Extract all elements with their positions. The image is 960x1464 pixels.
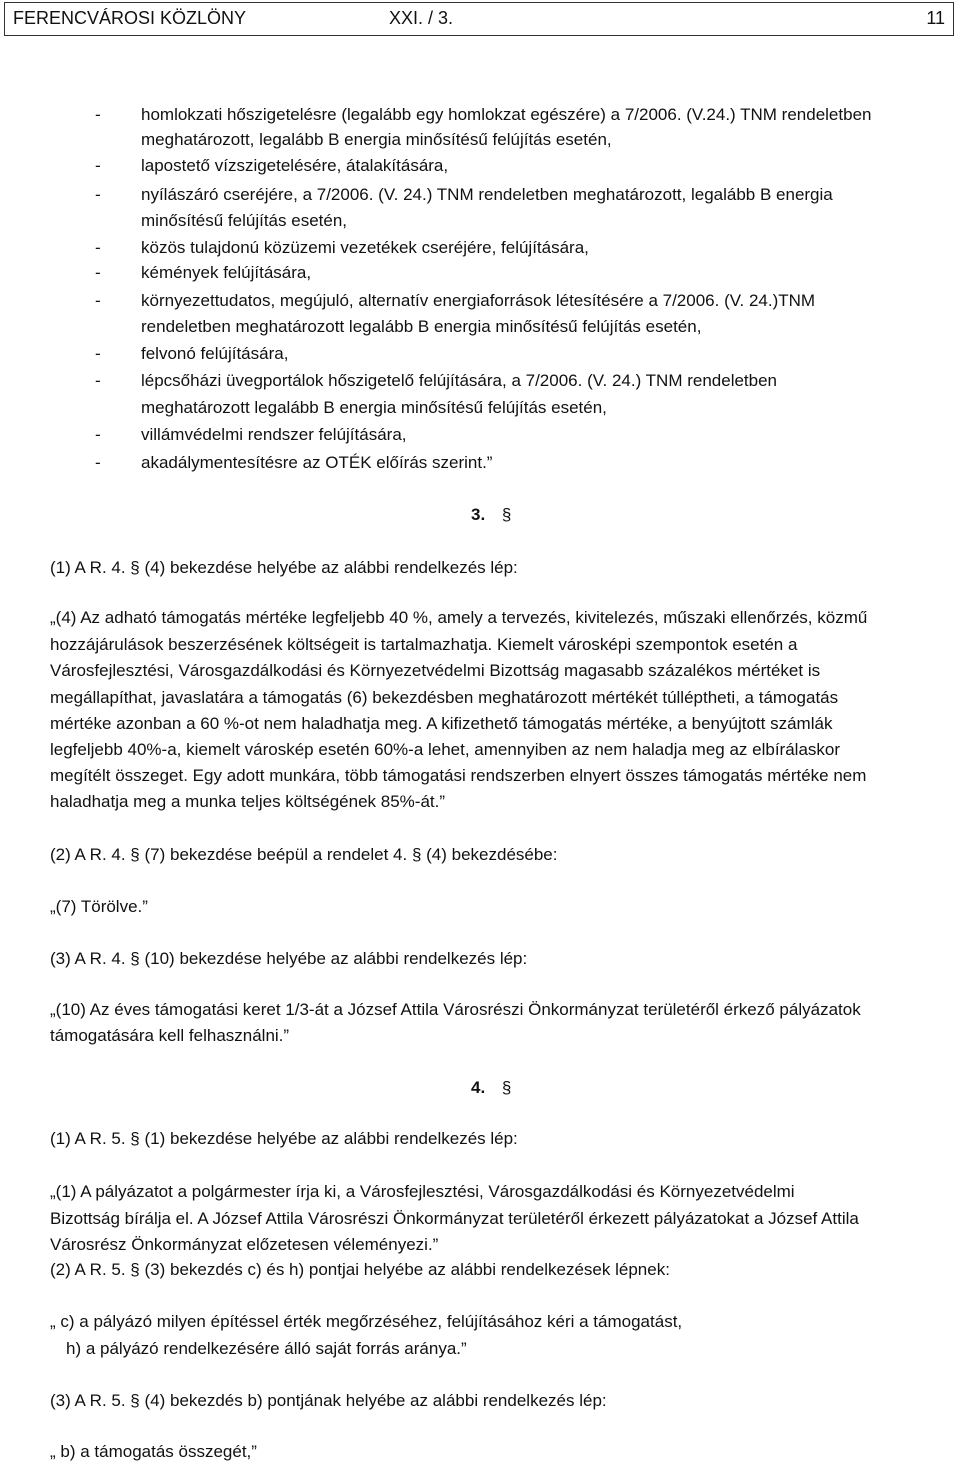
quote-line: Városfejlesztési, Városgazdálkodási és Környezetvédelmi Bizottság magasabb százalékos mértéket is — [50, 661, 821, 680]
list-item: rendeletben meghatározott legalább B energia minősítésű felújítás esetén, — [141, 317, 702, 336]
list-item: lapostető vízszigetelésére, átalakítására, — [141, 156, 449, 175]
list-dash: - — [95, 105, 101, 124]
quote-line: h) a pályázó rendelkezésére álló saját forrás aránya.” — [66, 1339, 467, 1358]
list-item: meghatározott legalább B energia minősítésű felújítás esetén, — [141, 398, 607, 417]
quote-line: „ c) a pályázó milyen építéssel érték megőrzéséhez, felújításához kéri a támogatást, — [50, 1312, 683, 1331]
quote-line: hozzájárulások beszerzésének költségeit is tartalmazhatja. Kiemelt városképi szempontok esetén a — [50, 635, 798, 654]
paragraph: (1) A R. 5. § (1) bekezdése helyébe az alábbi rendelkezés lép: — [50, 1129, 518, 1148]
list-dash: - — [95, 344, 101, 363]
list-item: villámvédelmi rendszer felújítására, — [141, 425, 407, 444]
issue-number: XXI. / 3. — [389, 8, 454, 28]
quote-line: „(4) Az adható támogatás mértéke legfeljebb 40 %, amely a tervezés, kivitelezés, műszaki ellenőrzés, közmű — [50, 608, 868, 627]
list-dash: - — [95, 453, 101, 472]
section-heading-4 — [471, 1076, 511, 1100]
quote-line: megállapíthat, javaslatára a támogatás (6) bekezdésben meghatározott mértékét túlléptheti, a támogatás — [50, 688, 839, 707]
list-dash: - — [95, 238, 101, 257]
quote-line: „(1) A pályázatot a polgármester írja ki, a Városfejlesztési, Városgazdálkodási és Környezetvédelmi — [50, 1182, 795, 1201]
section-number: 3. — [471, 505, 486, 524]
paragraph: (1) A R. 4. § (4) bekezdése helyébe az alábbi rendelkezés lép: — [50, 558, 518, 577]
paragraph: (3) A R. 5. § (4) bekezdés b) pontjának helyébe az alábbi rendelkezés lép: — [50, 1391, 607, 1410]
section-number: 4. — [471, 1078, 486, 1097]
list-item: közös tulajdonú közüzemi vezetékek cseréjére, felújítására, — [141, 238, 589, 257]
quote-line: „ b) a támogatás összegét,” — [50, 1442, 257, 1461]
list-dash: - — [95, 156, 101, 175]
publication-title: FERENCVÁROSI KÖZLÖNY — [13, 8, 247, 28]
quote-line: Bizottság bírálja el. A József Attila Városrészi Önkormányzat területéről érkezett pályázatokat a József Attila — [50, 1209, 859, 1228]
list-dash: - — [95, 425, 101, 444]
paragraph-sign: § — [501, 1078, 512, 1097]
list-item: felvonó felújítására, — [141, 344, 289, 363]
quote-line: Városrész Önkormányzat előzetesen véleményezi.” — [50, 1235, 439, 1254]
quote-line: haladhatja meg a munka teljes költségének 85%-át.” — [50, 792, 446, 811]
list-dash: - — [95, 263, 101, 282]
list-dash: - — [95, 185, 101, 204]
list-item: nyílászáró cseréjére, a 7/2006. (V. 24.) TNM rendeletben meghatározott, legalább B energia — [141, 185, 833, 204]
paragraph-sign: § — [501, 505, 512, 524]
paragraph: (2) A R. 5. § (3) bekezdés c) és h) pontjai helyébe az alábbi rendelkezések lépnek: — [50, 1260, 670, 1279]
list-item: meghatározott, legalább B energia minősítésű felújítás esetén, — [141, 130, 612, 149]
quote-line: „(10) Az éves támogatási keret 1/3-át a József Attila Városrészi Önkormányzat területéről érkező pályázatok — [50, 1000, 861, 1019]
quote-line: mértéke azonban a 60 %-ot nem haladhatja meg. A kifizethető támogatás mértéke, a benyújtott számlák — [50, 714, 833, 733]
list-dash: - — [95, 371, 101, 390]
list-item: akadálymentesítésre az OTÉK előírás szerint.” — [141, 453, 493, 472]
list-item: minősítésű felújítás esetén, — [141, 211, 348, 230]
list-dash: - — [95, 291, 101, 310]
list-item: környezettudatos, megújuló, alternatív energiaforrások létesítésére a 7/2006. (V. 24.)TNM — [141, 291, 816, 310]
section-heading-3 — [471, 503, 511, 527]
quote-line: „(7) Törölve.” — [50, 897, 148, 916]
list-item: kémények felújítására, — [141, 263, 312, 282]
page-number: 11 — [926, 8, 945, 28]
page-header — [4, 2, 954, 36]
paragraph: (2) A R. 4. § (7) bekezdése beépül a rendelet 4. § (4) bekezdésébe: — [50, 845, 558, 864]
quote-line: támogatására kell felhasználni.” — [50, 1026, 290, 1045]
paragraph: (3) A R. 4. § (10) bekezdése helyébe az alábbi rendelkezés lép: — [50, 949, 528, 968]
quote-line: megítélt összeget. Egy adott munkára, több támogatási rendszerben elnyert összes támogatás mértéke nem — [50, 766, 867, 785]
list-item: lépcsőházi üvegportálok hőszigetelő felújítására, a 7/2006. (V. 24.) TNM rendeletben — [141, 371, 778, 390]
list-item: homlokzati hőszigetelésre (legalább egy homlokzat egészére) a 7/2006. (V.24.) TNM rendeletben — [141, 105, 872, 124]
quote-line: legfeljebb 40%-a, kiemelt városkép esetén 60%-a lehet, amennyiben az nem haladja meg az elbírálaskor — [50, 740, 841, 759]
